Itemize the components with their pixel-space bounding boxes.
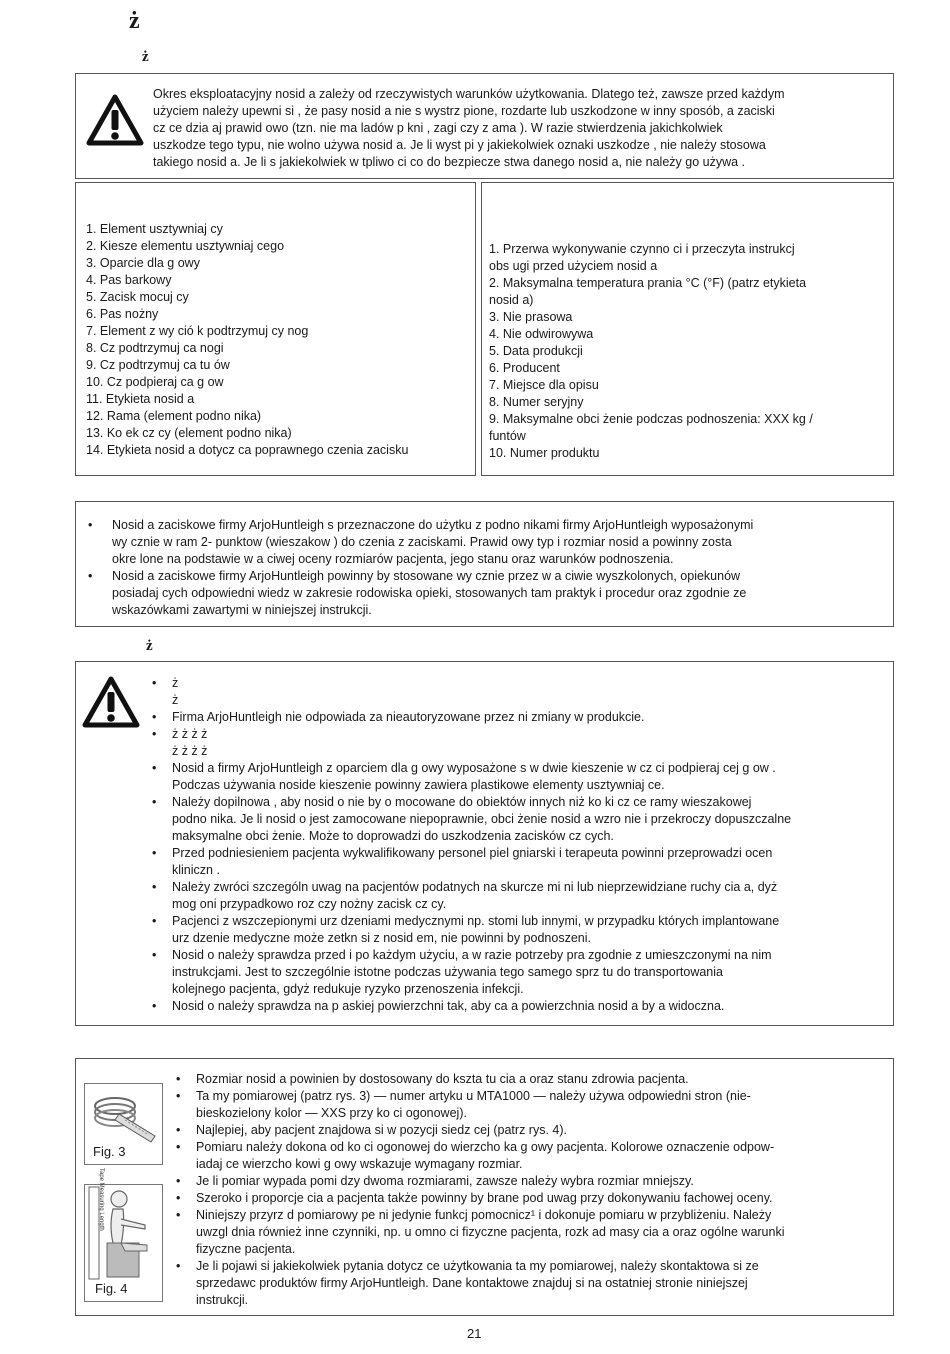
label-symbols-box bbox=[481, 182, 894, 476]
sizing-list bbox=[172, 1071, 877, 1309]
tape-measure-image bbox=[85, 1084, 162, 1144]
figure-3-label: Fig. 3 bbox=[93, 1144, 126, 1159]
figure-3 bbox=[84, 1083, 163, 1165]
list-item: 4. Pas barkowy bbox=[86, 273, 172, 287]
safety-list bbox=[148, 675, 791, 1015]
list-item: 7. Miejsce dla opisu bbox=[489, 378, 599, 392]
list-item: • Nosid o należy sprawdza na p askiej powierzchni tak, aby ca a powierzchnia nosid a by a widoczna. bbox=[152, 999, 725, 1013]
list-item: 7. Element z wy ció k podtrzymuj cy nog bbox=[86, 324, 309, 338]
list-item: • Należy dopilnowa , aby nosid o nie by o mocowane do obiektów innych niż ko ki cz ce ramy wieszakowej podno nika. Je li nosid o jest zamocowane niepoprawnie, obci żenie nosid a wzro nie i przekroczy dopuszczalne maksymalne obci żenie. Może to doprowadzi do uszkodzenia zacisków cz cych. bbox=[152, 795, 792, 843]
parts-list bbox=[86, 221, 408, 459]
list-item: • Je li pomiar wypada pomi dzy dwoma rozmiarami, zawsze należy wybra rozmiar mniejszy. bbox=[176, 1174, 694, 1188]
list-item: 2. Maksymalna temperatura prania °C (°F) (patrz etykieta bbox=[489, 276, 807, 290]
list-item: 3. Oparcie dla g owy bbox=[86, 256, 200, 270]
list-item: 4. Nie odwirowywa bbox=[489, 327, 594, 341]
list-item: • Je li pojawi si jakiekolwiek pytania dotycz ce użytkowania ta my pomiarowej, należy skontaktowa si ze sprzedawc produktów firmy ArjoHuntleigh. Dane kontaktowe znajduj si na ostatniej stronie niniejszej instrukcji. bbox=[176, 1259, 759, 1307]
list-item: 9. Maksymalne obci żenie podczas podnoszenia: XXX kg / bbox=[489, 412, 813, 426]
list-item: 3. Nie prasowa bbox=[489, 310, 573, 324]
list-item: • ż ż bbox=[152, 676, 179, 707]
list-item: • Szeroko i proporcje cia a pacjenta także powinny by brane pod uwag przy dokonywaniu fachowej oceny. bbox=[176, 1191, 773, 1205]
list-item: • Pacjenci z wszczepionymi urz dzeniami medycznymi np. stomi lub innymi, w przypadku których implantowane urz dzenie medyczne może zetkn si z nosid em, nie powinni by podnoszeni. bbox=[152, 914, 780, 945]
list-item: 6. Producent bbox=[489, 361, 560, 375]
list-item: 1. Element usztywniaj cy bbox=[86, 222, 223, 236]
warning-text: Okres eksploatacyjny nosid a zależy od rzeczywistych warunków użytkowania. Dlatego też, zawsze przed każdym użyciem należy upewni si , że pasy nosid a nie s wystrz pione, rozdarte lub uszkodzone w inny sposób, a zaciski cz ce dzia aj prawid owo (tzn. nie ma ladów p kni , zagi czy z ama ). W razie stwierdzenia jakichkolwiek uszkodze tego typu, nie wolno używa nosid a. Je li wyst pi y jakiekolwiek oznaki uszkodze , nie należy stosowa takiego nosid a. Je li s jakiekolwiek w tpliwo ci co do bezpiecze stwa danego nosid a, nie należy go używa . bbox=[153, 87, 785, 169]
list-item: 10. Numer produktu bbox=[489, 446, 600, 460]
list-item: • Nosid a zaciskowe firmy ArjoHuntleigh s przeznaczone do użytku z podno nikami firmy ArjoHuntleigh wyposażonymi wy cznie w ram 2- punktow (wieszakow ) do czenia z zaciskami. Prawid owy typ i rozmiar nosid a powinny zosta okre lone na podstawie w a ciwej oceny rozmiarów pacjenta, jego stanu oraz warunków podnoszenia. bbox=[88, 518, 754, 566]
parts-list-box bbox=[75, 182, 476, 476]
warning-box-lifetime bbox=[75, 73, 894, 179]
list-item: 12. Rama (element podno nika) bbox=[86, 409, 262, 423]
list-item: • Ta my pomiarowej (patrz rys. 3) — numer artyku u MTA1000 — należy używa odpowiedni stron (nie- bieskozielony kolor — XXS przy ko ci ogonowej). bbox=[176, 1089, 751, 1120]
heading-sub: ż bbox=[142, 49, 149, 65]
list-item: 10. Cz podpieraj ca g ow bbox=[86, 375, 224, 389]
list-item: 6. Pas nożny bbox=[86, 307, 159, 321]
sizing-box bbox=[75, 1058, 894, 1316]
list-item: obs ugi przed użyciem nosid a bbox=[489, 259, 658, 273]
list-item: 8. Numer seryjny bbox=[489, 395, 584, 409]
list-item: 14. Etykieta nosid a dotycz ca poprawnego czenia zacisku bbox=[86, 443, 409, 457]
list-item: • ż ż ż ż ż ż ż ż bbox=[152, 727, 208, 758]
list-item: 2. Kiesze elementu usztywniaj cego bbox=[86, 239, 285, 253]
list-item: • Rozmiar nosid a powinien by dostosowany do kszta tu cia a oraz stanu zdrowia pacjenta. bbox=[176, 1072, 689, 1086]
list-item: • Należy zwróci szczególn uwag na pacjentów podatnych na skurcze mi ni lub nieprzewidziane ruchy cia a, dyż mog oni przypadkowo roz czy nożny zacisk cz cy. bbox=[152, 880, 778, 911]
list-item: • Przed podniesieniem pacjenta wykwalifikowany personel piel gniarski i terapeuta powinni przeprowadzi ocen kliniczn . bbox=[152, 846, 773, 877]
heading-safety: ż bbox=[146, 638, 153, 654]
list-item: • Nosid a firmy ArjoHuntleigh z oparciem dla g owy wyposażone s w dwie kieszenie w cz ci podpieraj cej g ow . Podczas używania noside kieszenie powinny zawiera plastikowe elementy usztywniaj ce. bbox=[152, 761, 776, 792]
list-item: • Pomiaru należy dokona od ko ci ogonowej do wierzcho ka g owy pacjenta. Kolorowe oznaczenie odpow- iadaj ce wierzcho kowi g owy wskazuje wymagany rozmiar. bbox=[176, 1140, 775, 1171]
list-item: • Firma ArjoHuntleigh nie odpowiada za nieautoryzowane przez ni zmiany w produkcie. bbox=[152, 710, 645, 724]
list-item: nosid a) bbox=[489, 293, 534, 307]
list-item: • Niniejszy przyrz d pomiarowy pe ni jedynie funkcj pomocnicz¹ i dokonuje pomiaru w przybliżeniu. Należy uwzgl dnia również inne czynniki, np. u omno ci fizyczne pacjenta, rozk ad masy cia a oraz ogólne warunki fizyczne pacjenta. bbox=[176, 1208, 785, 1256]
heading-top: ż bbox=[129, 8, 140, 34]
seated-patient-image bbox=[85, 1185, 162, 1281]
list-item: • Nosid o należy sprawdza przed i po każdym użyciu, a w razie potrzeby pra zgodnie z umieszczonymi na nim instrukcjami. Jest to szczególnie istotne podczas używania tego samego sprz tu do transportowania kolejnego pacjenta, gdyż redukuje ryzyko przenoszenia infekcji. bbox=[152, 948, 772, 996]
list-item: 9. Cz podtrzymuj ca tu ów bbox=[86, 358, 230, 372]
warning-triangle-icon bbox=[86, 94, 144, 146]
list-item: 5. Zacisk mocuj cy bbox=[86, 290, 189, 304]
figure-4-label: Fig. 4 bbox=[95, 1281, 128, 1296]
label-symbols-list bbox=[489, 241, 813, 462]
tape-measuring-length-label: Tape Measuring Length bbox=[98, 1168, 104, 1231]
list-item: funtów bbox=[489, 429, 526, 443]
list-item: 5. Data produkcji bbox=[489, 344, 583, 358]
warning-triangle-icon bbox=[82, 676, 140, 728]
figure-4 bbox=[84, 1168, 163, 1302]
page-number: 21 bbox=[467, 1326, 482, 1341]
intended-use-box bbox=[75, 501, 894, 627]
list-item: 13. Ko ek cz cy (element podno nika) bbox=[86, 426, 292, 440]
list-item: • Nosid a zaciskowe firmy ArjoHuntleigh powinny by stosowane wy cznie przez w a ciwie wyszkolonych, opiekunów posiadaj cych odpowiedni wiedz w zakresie rodowiska opieki, stosowanych tam praktyk i procedur oraz zgodnie ze wskazówkami zawartymi w niniejszej instrukcji. bbox=[88, 569, 747, 617]
intended-use-list bbox=[84, 517, 753, 619]
list-item: 8. Cz podtrzymuj ca nogi bbox=[86, 341, 224, 355]
safety-instructions-box bbox=[75, 661, 894, 1026]
list-item: 11. Etykieta nosid a bbox=[86, 392, 195, 406]
list-item: 1. Przerwa wykonywanie czynno ci i przeczyta instrukcj bbox=[489, 242, 795, 256]
list-item: • Najlepiej, aby pacjent znajdowa si w pozycji siedz cej (patrz rys. 4). bbox=[176, 1123, 567, 1137]
